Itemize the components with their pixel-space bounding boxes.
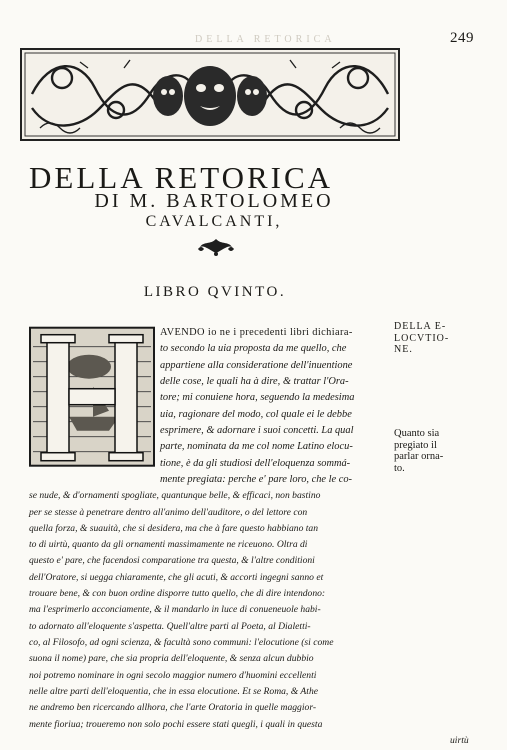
book-heading: LIBRO QVINTO. [143,284,287,300]
body-line: nelle altre parti dell'eloquentia, che in essa elocutione. Et se Roma, & Athe [29,686,319,698]
woodcut-headpiece-ornament [20,48,400,141]
body-line: questo e' pare, che facendosi comparatione tra questa, & l'altre conditioni [29,555,315,567]
body-line: per se stesse à penetrare dentro all'animo dell'auditore, o del lettore con [29,506,308,518]
title-line-3: CAVALCANTI, [145,213,283,230]
body-line: trouare bene, & con buon ordine disporre tutto quello, che di dire intendono: [29,588,326,600]
body-line: uia, ragionare del modo, col quale ei le debbe [160,408,352,420]
margin-note-value: Quanto sia pregiato il parlar orna- to. [394,428,444,474]
body-line: suona il nome) pare, che sia propria dell'eloquente, & senza alcun dubbio [29,653,314,665]
decorated-initial-h [29,320,155,473]
body-line: quella forza, & suauità, che si desidera, ma che à fare questo habbiano tan [29,522,319,534]
body-line: se nude, & d'ornamenti spogliate, quantunque belle, & efficaci, non bastino [29,490,321,502]
body-line: ma l'esprimerlo acconciamente, & il mandarlo in luce di conueneuole habi- [29,604,321,616]
body-line: appartiene alla consideratione dell'inuentione [160,359,353,371]
body-line: co, al Filosofo, ad ogni scienza, & facultà sono communi: l'elocutione (si come [29,637,334,649]
title-line-2: DI M. BARTOLOMEO [94,190,334,212]
catchword: uirtù [450,735,469,746]
body-line: tore; mi conuiene hora, seguendo la medesima [160,392,355,404]
body-line: noi potremo nominare in ogni secolo maggior numero d'huomini eccellenti [29,669,317,681]
body-line: parte, nominata da me col nome Latino elocu- [160,441,353,453]
faint-running-head: DELLA RETORICA [195,34,336,45]
page-number: 249 [450,30,474,46]
title-line-1: DELLA RETORICA [29,160,334,195]
body-line: to adornato all'eloquente s'aspetta. Quell'altre parti al Poeta, al Dialetti- [29,620,311,632]
body-line: to secondo la uia proposta da me quello, che [160,343,347,355]
body-line: esprimere, & adornare i suoi concetti. La qual [160,424,354,436]
body-line: mente pregiata: perche e' pare loro, che le co- [160,473,352,485]
body-line: ne andremo ben ricercando allhora, che l'arte Oratoria in quelle maggior- [29,702,317,714]
body-line: AVENDO io ne i precedenti libri dichiara- [160,327,353,338]
margin-note-elocution: DELLA E- LOCVTIO- NE. [394,321,450,355]
body-line: to di uirtù, quanto da gli ornamenti massimamente ne riceuono. Oltra di [29,539,308,551]
body-line: delle cose, le quali ha à dire, & trattar l'Ora- [160,375,349,387]
body-line: mente fioriua; troueremo non solo pochi essere stati quegli, i quali in questa [29,718,323,730]
fleuron-ornament [196,237,236,257]
body-line: dell'Oratore, si uegga chiaramente, che gli acuti, & accorti ingegni sanno et [29,571,324,583]
body-line: tione, è da gli studiosi dell'eloquenza sommá- [160,457,351,469]
